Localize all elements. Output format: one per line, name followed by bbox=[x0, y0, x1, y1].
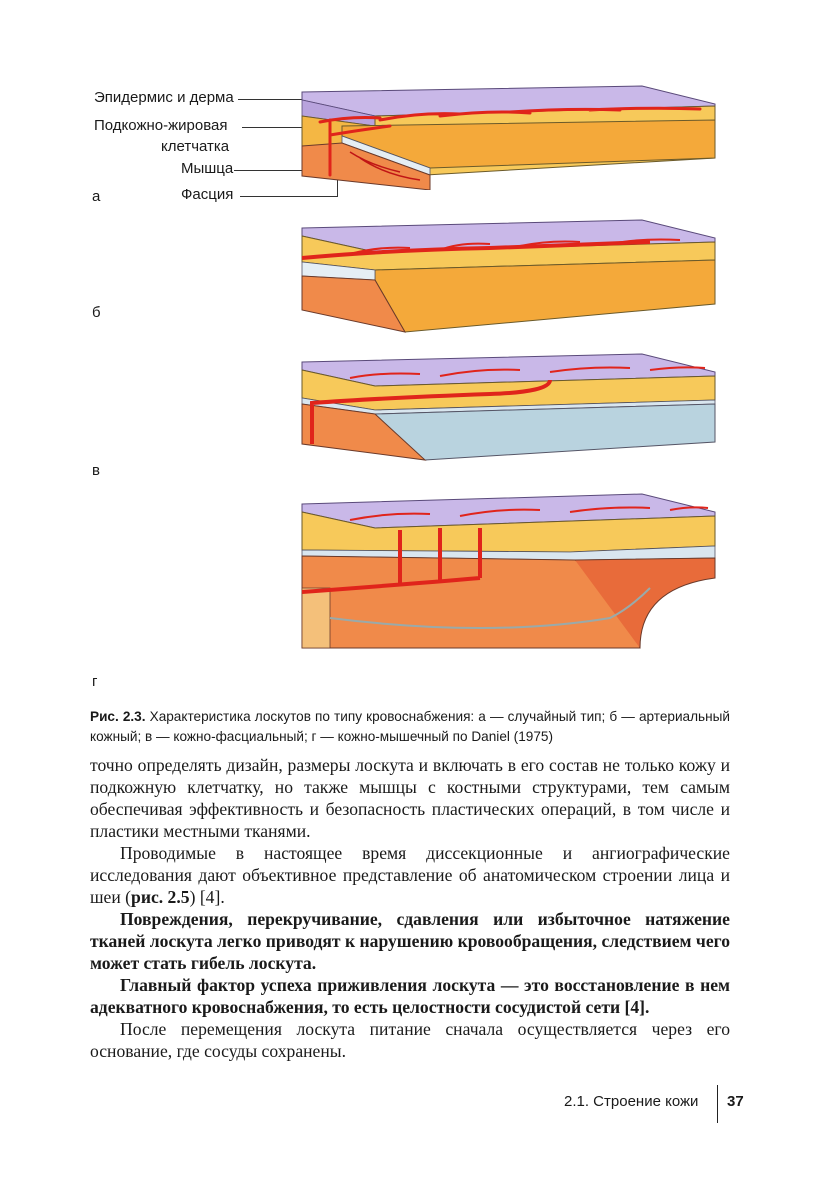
panel-letter-b: б bbox=[92, 304, 101, 321]
footer-separator bbox=[717, 1085, 718, 1123]
figure-reference: рис. 2.5 bbox=[131, 887, 190, 907]
paragraph-1: точно определять дизайн, размеры лоскута и включать в его состав не только кожу и подкожную клетчатку, но также мышцы с костными структурами, тем самым обеспечивая эффективность и безопасность пластических операций, в том числе и пластики местными тканями. bbox=[90, 755, 730, 841]
label-muscle: Мышца bbox=[181, 160, 234, 177]
paragraph-5: После перемещения лоскута питание сначала осуществляется через его основание, где сосуды сохранены. bbox=[90, 1019, 730, 1061]
flap-diagram-fasciocutaneous bbox=[290, 348, 720, 463]
running-footer-section: 2.1. Строение кожи bbox=[564, 1093, 699, 1110]
flap-diagram-random bbox=[290, 80, 720, 190]
paragraph-2-text-b: ) [4]. bbox=[189, 887, 225, 907]
label-fat-line2: клетчатка bbox=[161, 138, 230, 155]
panel-letter-a: а bbox=[92, 188, 101, 205]
caption-label: Рис. 2.3. bbox=[90, 709, 146, 724]
paragraph-2-text-a: Проводимые в настоящее время диссекционные и ангиографические исследования дают объективное представление об анатомическом строении лица и шеи ( bbox=[90, 843, 730, 907]
label-fat-line1: Подкожно-жировая bbox=[94, 117, 228, 134]
panel-letter-g: г bbox=[92, 673, 98, 690]
label-epidermis: Эпидермис и дерма bbox=[94, 89, 234, 106]
panel-letter-v: в bbox=[92, 462, 100, 479]
body-text bbox=[90, 754, 730, 1062]
flap-diagram-axial bbox=[290, 214, 720, 334]
caption-text: Характеристика лоскутов по типу кровоснабжения: а — случайный тип; б — артериальный кожный; в — кожно-фасциальный; г — кожно-мышечный по Daniel (1975) bbox=[90, 709, 730, 744]
paragraph-3: Повреждения, перекручивание, сдавления или избыточное натяжение тканей лоскута легко приводят к нарушению кровообращения, следствием чего может стать гибель лоскута. bbox=[90, 909, 730, 973]
paragraph-2 bbox=[90, 842, 730, 908]
label-fascia: Фасция bbox=[181, 186, 234, 203]
leader-fascia bbox=[240, 196, 338, 197]
figure-caption bbox=[90, 707, 730, 747]
paragraph-4: Главный фактор успеха приживления лоскута — это восстановление в нем адекватного кровоснабжения, то есть целостности сосудистой сети [4]. bbox=[90, 975, 730, 1017]
page-number: 37 bbox=[727, 1093, 744, 1110]
flap-diagram-musculocutaneous bbox=[290, 488, 720, 663]
